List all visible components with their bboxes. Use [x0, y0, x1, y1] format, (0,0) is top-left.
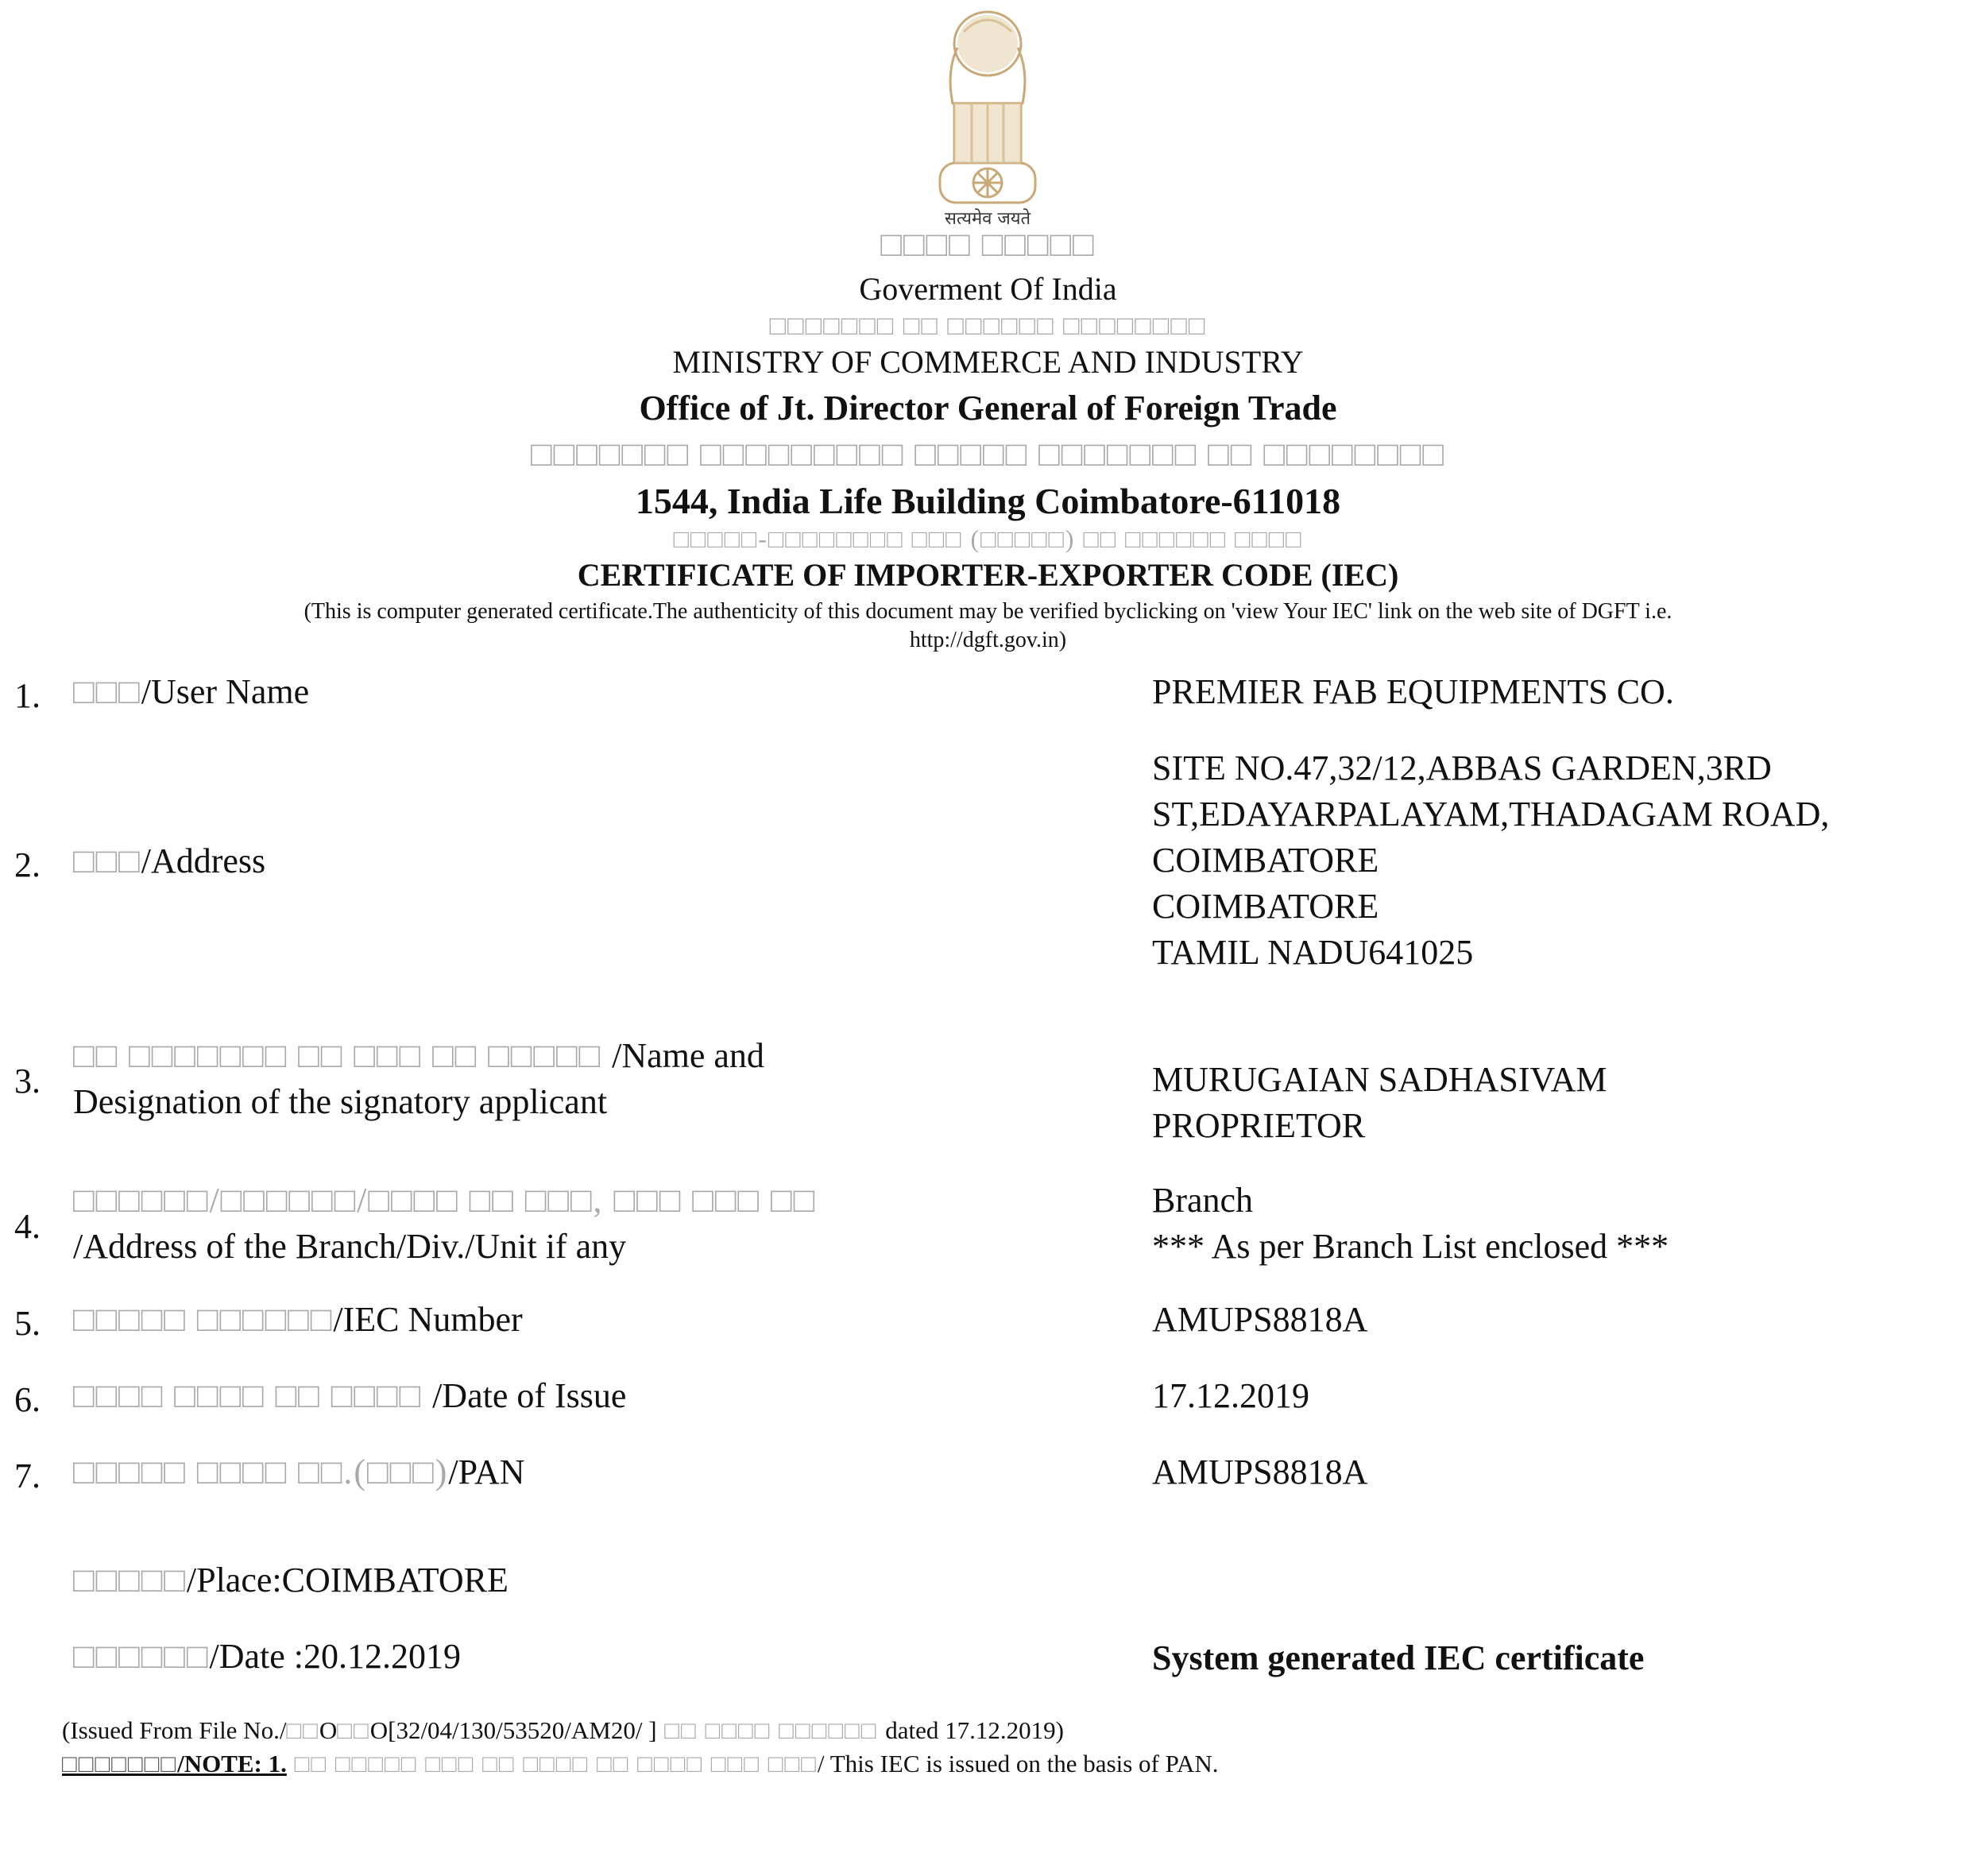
authenticity-note-line1: (This is computer generated certificate.The authenticity of this document may be verified byclicking on 'view Your IEC' link on the web site of DGFT i.e.: [304, 599, 1672, 624]
row-6-number: 6.: [14, 1380, 41, 1419]
row-1-number: 1.: [14, 676, 41, 715]
date: □□□□□□/Date :20.12.2019: [73, 1637, 461, 1676]
row-4-label: □□□□□□/□□□□□□/□□□□ □□ □□□, □□□ □□□ □□ /Address of the Branch/Div./Unit if any: [73, 1181, 817, 1266]
ashoka-emblem-icon: [908, 0, 1067, 230]
row-7-number: 7.: [14, 1456, 41, 1495]
row-4-value: Branch *** As per Branch List enclosed ***: [1152, 1181, 1669, 1266]
header-govt: Goverment Of India: [859, 271, 1117, 307]
row-1-label: □□□/User Name: [73, 672, 310, 711]
system-generated-label: System generated IEC certificate: [1152, 1638, 1645, 1677]
row-5-label: □□□□□ □□□□□□/IEC Number: [73, 1300, 523, 1339]
header-hindi-govt: □□□□ □□□□□: [880, 225, 1096, 264]
row-5-value: AMUPS8818A: [1152, 1300, 1368, 1339]
issued-from-file: (Issued From File No./□□O□□O[32/04/130/53520/AM20/ ] □□ □□□□ □□□□□□ dated 17.12.2019): [62, 1716, 1064, 1744]
row-2-label: □□□/Address: [73, 841, 266, 880]
row-5-number: 5.: [14, 1304, 41, 1343]
row-4-number: 4.: [14, 1207, 41, 1246]
header-ministry: MINISTRY OF COMMERCE AND INDUSTRY: [672, 344, 1304, 380]
row-3-number: 3.: [14, 1062, 41, 1100]
row-3-label: □□ □□□□□□□ □□ □□□ □□ □□□□□ /Name and Designation of the signatory applicant: [73, 1036, 764, 1121]
header-hindi-office: □□□□□□□ □□□□□□□□□ □□□□□ □□□□□□□ □□ □□□□□□□□: [531, 435, 1445, 474]
header-hindi-cert: □□□□□-□□□□□□□□ □□□ (□□□□□) □□ □□□□□□ □□□□: [673, 524, 1303, 553]
row-6-label: □□□□ □□□□ □□ □□□□ /Date of Issue: [73, 1376, 627, 1415]
footer-note: □□□□□□□/NOTE: 1. □□ □□□□□ □□□ □□ □□□□ □□ □□□□ □□□ □□□/ This IEC is issued on the basis of PAN.: [62, 1750, 1219, 1777]
authenticity-note-line2: http://dgft.gov.in): [909, 628, 1067, 652]
certificate-title: CERTIFICATE OF IMPORTER-EXPORTER CODE (IEC): [577, 557, 1399, 593]
row-2-number: 2.: [14, 845, 41, 884]
row-6-value: 17.12.2019: [1152, 1376, 1309, 1415]
emblem-motto: सत्यमेव जयते: [944, 209, 1031, 229]
row-7-label: □□□□□ □□□□ □□.(□□□)/PAN: [73, 1452, 525, 1491]
header-hindi-ministry: □□□□□□□ □□ □□□□□□ □□□□□□□□: [769, 311, 1207, 341]
place: □□□□□/Place:COIMBATORE: [73, 1561, 509, 1599]
header-office: Office of Jt. Director General of Foreign Trade: [639, 389, 1337, 427]
header-address: 1544, India Life Building Coimbatore-611018: [635, 481, 1341, 521]
row-3-value: MURUGAIAN SADHASIVAM PROPRIETOR: [1152, 1060, 1607, 1145]
row-2-value: SITE NO.47,32/12,ABBAS GARDEN,3RD ST,EDAYARPALAYAM,THADAGAM ROAD, COIMBATORE COIMBATORE TAMIL NADU641025: [1152, 748, 1830, 972]
row-7-value: AMUPS8818A: [1152, 1452, 1368, 1491]
row-1-value: PREMIER FAB EQUIPMENTS CO.: [1152, 672, 1674, 711]
